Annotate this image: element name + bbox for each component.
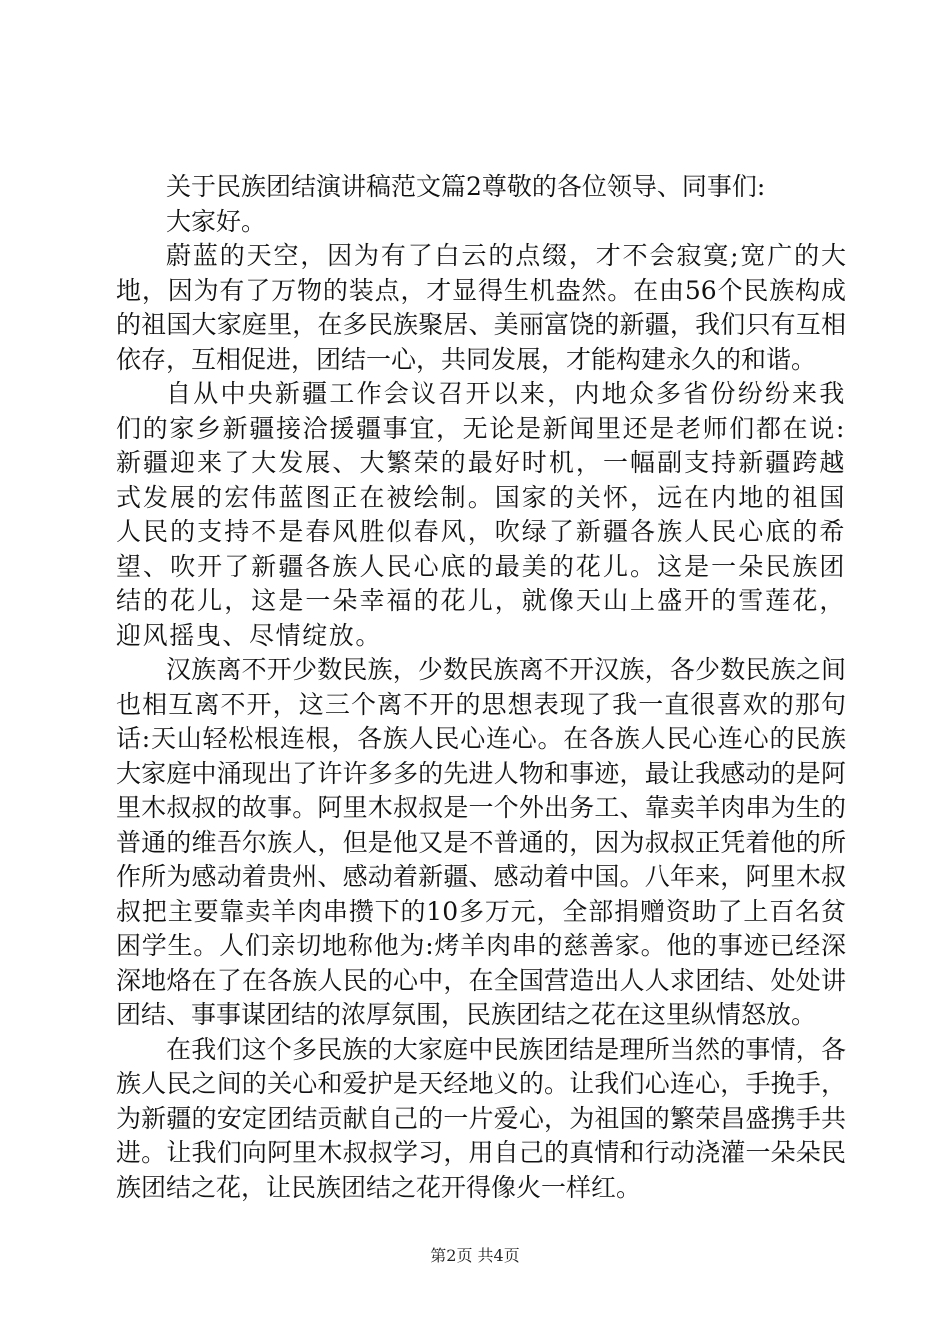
speech-title-paragraph: 关于民族团结演讲稿范文篇2尊敬的各位领导、同事们: [166, 172, 766, 201]
body-paragraph-1: 蔚蓝的天空，因为有了白云的点缀，才不会寂寞;宽广的大地，因为有了万物的装点，才显得生机盎然。在由56个民族构成的祖国大家庭里，在多民族聚居、美丽富饶的新疆，我们只有互相依存，互相促进，团结一心，共同发展，才能构建永久的和谐。 [116, 241, 846, 374]
greeting-paragraph: 大家好。 [166, 206, 267, 236]
body-paragraph-4: 在我们这个多民族的大家庭中民族团结是理所当然的事情，各族人民之间的关心和爱护是天经地义的。让我们心连心，手挽手，为新疆的安定团结贡献自己的一片爱心，为祖国的繁荣昌盛携手共进。让我们向阿里木叔叔学习，用自己的真情和行动浇灌一朵朵民族团结之花，让民族团结之花开得像火一样红。 [116, 1034, 846, 1202]
page-number-footer: 第2页 共4页 [430, 1246, 520, 1265]
document-body [116, 170, 846, 1205]
body-paragraph-3: 汉族离不开少数民族，少数民族离不开汉族，各少数民族之间也相互离不开，这三个离不开的思想表现了我一直很喜欢的那句话:天山轻松根连根，各族人民心连心。在各族人民心连心的民族大家庭中涌现出了许许多多的先进人物和事迹，最让我感动的是阿里木叔叔的故事。阿里木叔叔是一个外出务工、靠卖羊肉串为生的普通的维吾尔族人，但是他又是不普通的，因为叔叔正凭着他的所作所为感动着贵州、感动着新疆、感动着中国。八年来，阿里木叔叔把主要靠卖羊肉串攒下的10多万元，全部捐赠资助了上百名贫困学生。人们亲切地称他为:烤羊肉串的慈善家。他的事迹已经深深地烙在了在各族人民的心中，在全国营造出人人求团结、处处讲团结、事事谋团结的浓厚氛围，民族团结之花在这里纵情怒放。 [116, 655, 846, 1029]
body-paragraph-2: 自从中央新疆工作会议召开以来，内地众多省份纷纷来我们的家乡新疆接洽援疆事宜，无论是新闻里还是老师们都在说:新疆迎来了大发展、大繁荣的最好时机，一幅副支持新疆跨越式发展的宏伟蓝图正在被绘制。国家的关怀，远在内地的祖国人民的支持不是春风胜似春风，吹绿了新疆各族人民心底的希望、吹开了新疆各族人民心底的最美的花儿。这是一朵民族团结的花儿，这是一朵幸福的花儿，就像天山上盛开的雪莲花，迎风摇曳、尽情绽放。 [116, 379, 846, 650]
